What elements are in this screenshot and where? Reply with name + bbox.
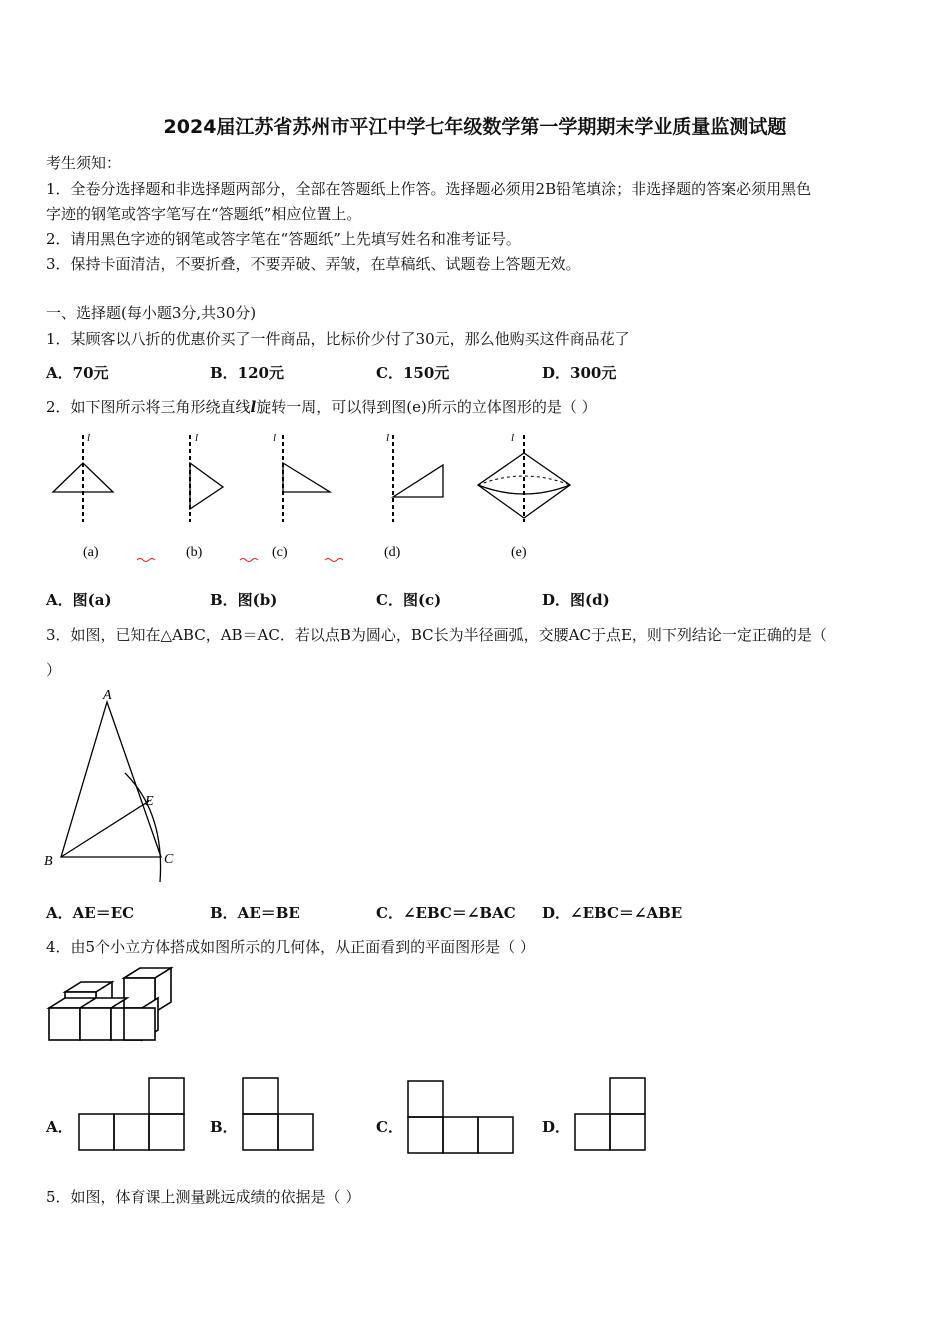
fig-label-a: (a)	[83, 545, 99, 560]
point-e-label: E	[145, 794, 154, 809]
fig-label-c: (c)	[272, 545, 288, 560]
q4-option-a-figure[interactable]	[78, 1077, 188, 1152]
notice-heading: 考生须知：	[46, 154, 122, 172]
q2-figures	[0, 425, 620, 575]
page-title: 2024届江苏省苏州市平江中学七年级数学第一学期期末学业质量监测试题	[163, 116, 787, 138]
q4-option-d-figure[interactable]	[574, 1077, 649, 1152]
q3-triangle-figure	[40, 685, 200, 885]
q3-option-b[interactable]: B．AE＝BE	[210, 904, 300, 922]
notice-line-1a: 1．全卷分选择题和非选择题两部分，全部在答题纸上作答。选择题必须用2B铅笔填涂；非选择题的答案必须用黑色	[46, 180, 812, 198]
point-c-label: C	[164, 852, 174, 867]
q4-option-b[interactable]: B．	[210, 1118, 238, 1136]
section-heading: 一、选择题(每小题3分,共30分)	[46, 304, 257, 322]
figure-c	[273, 432, 330, 522]
q4-option-b-figure[interactable]	[242, 1077, 317, 1152]
q5-stem: 5．如图，体育课上测量跳远成绩的依据是（ ）	[46, 1188, 361, 1206]
q1-option-a[interactable]: A．70元	[46, 364, 109, 382]
axis-label-d: l	[386, 432, 390, 444]
q4-option-c[interactable]: C．	[376, 1118, 403, 1136]
q3-stem-a: 3．如图，已知在△ABC，AB＝AC．若以点B为圆心，BC长为半径画弧，交腰AC于点E，则下列结论一定正确的是（	[46, 626, 827, 644]
fig-label-d: (d)	[384, 545, 401, 560]
notice-line-2: 2．请用黑色字迹的钢笔或答字笔在“答题纸”上先填写姓名和准考证号。	[46, 230, 521, 248]
q4-option-a[interactable]: A．	[46, 1118, 73, 1136]
point-a-label: A	[103, 688, 112, 703]
notice-line-1b: 字迹的钢笔或答字笔写在“答题纸”相应位置上。	[46, 205, 362, 223]
axis-label-a: l	[87, 432, 91, 444]
q2-option-d[interactable]: D．图(d)	[542, 591, 610, 609]
q1-option-c[interactable]: C．150元	[376, 364, 450, 382]
figure-d	[386, 432, 443, 522]
axis-label-c: l	[273, 432, 277, 444]
figure-b	[190, 432, 223, 522]
q1-option-d[interactable]: D．300元	[542, 364, 617, 382]
q2-option-a[interactable]: A．图(a)	[46, 591, 112, 609]
q4-cubes-figure	[44, 964, 174, 1049]
q4-option-d[interactable]: D．	[542, 1118, 571, 1136]
q1-stem: 1．某顾客以八折的优惠价买了一件商品，比标价少付了30元，那么他购买这件商品花了	[46, 330, 630, 348]
axis-label-e: l	[511, 432, 515, 444]
q3-option-c[interactable]: C．∠EBC＝∠BAC	[376, 904, 516, 922]
q2-option-b[interactable]: B．图(b)	[210, 591, 278, 609]
figure-a	[53, 432, 113, 522]
notice-line-3: 3．保持卡面清洁，不要折叠，不要弄破、弄皱，在草稿纸、试题卷上答题无效。	[46, 255, 581, 273]
fig-label-e: (e)	[511, 545, 527, 560]
q3-option-a[interactable]: A．AE＝EC	[46, 904, 135, 922]
fig-label-b: (b)	[186, 545, 203, 560]
figure-e	[478, 432, 570, 522]
q2-option-c[interactable]: C．图(c)	[376, 591, 442, 609]
q4-option-c-figure[interactable]	[407, 1080, 517, 1155]
point-b-label: B	[44, 854, 53, 869]
q3-option-d[interactable]: D．∠EBC＝∠ABE	[542, 904, 683, 922]
q2-stem: 2．如下图所示将三角形绕直线l旋转一周，可以得到图(e)所示的立体图形的是（ ）	[46, 398, 597, 416]
q1-option-b[interactable]: B．120元	[210, 364, 284, 382]
axis-label-b: l	[195, 432, 199, 444]
q3-stem-b: ）	[46, 661, 62, 679]
q4-stem: 4．由5个小立方体搭成如图所示的几何体，从正面看到的平面图形是（ ）	[46, 938, 535, 956]
